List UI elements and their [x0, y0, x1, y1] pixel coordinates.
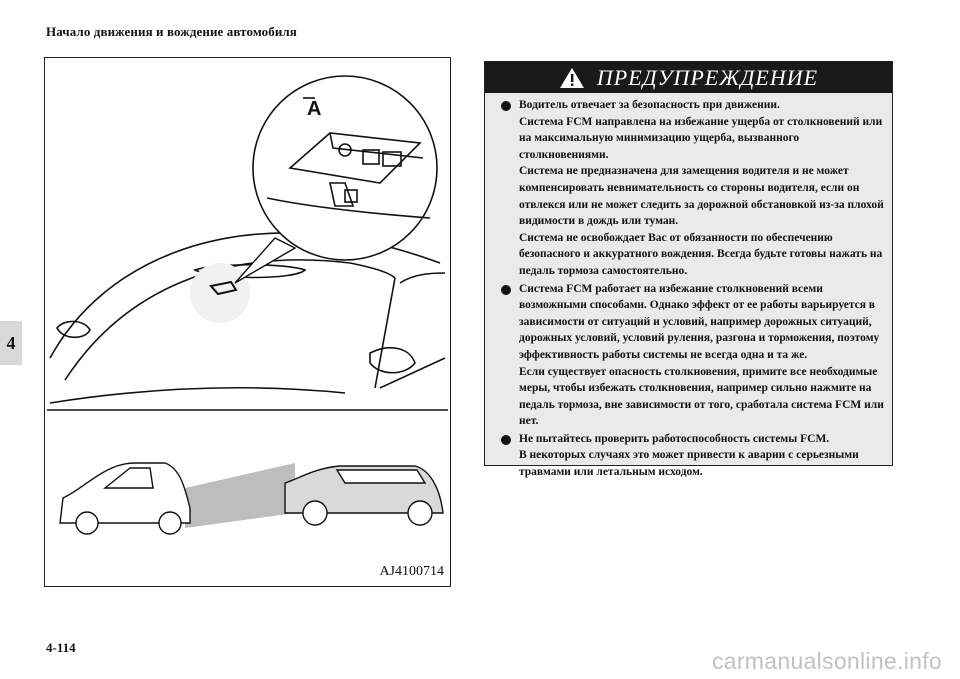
warning-item [497, 281, 884, 430]
warning-paragraph: Система не освобождает Вас от обязанности по обеспечению безопасного и аккуратного вождения. Всегда будьте готовы нажать на педаль тормоза самостоятельно. [519, 231, 883, 277]
illustration-figure [44, 57, 451, 587]
warning-box [484, 61, 893, 479]
page-number: 4-114 [46, 640, 76, 655]
bullet-icon [501, 435, 511, 445]
warning-paragraph: В некоторых случаях это может привести к аварии с серьезными травмами или летальным исходом. [519, 449, 859, 479]
page-header-title: Начало движения и вождение автомобиля [46, 24, 297, 39]
warning-paragraph: Если существует опасность столкновения, примите все необходимые меры, чтобы избежать столкновения, например сильно нажмите на педаль тормоза, вне зависимости от того, сработала система FCM или нет. [519, 365, 884, 428]
watermark: carmanualsonline.info [711, 648, 942, 674]
chapter-tab [0, 321, 22, 365]
bullet-icon [501, 101, 511, 111]
warning-title: ПРЕДУПРЕЖДЕНИЕ [596, 64, 819, 90]
warning-item [497, 431, 884, 481]
warning-paragraph: Система FCM работает на избежание столкновений всеми возможными способами. Однако эффект от ее работы варьируется в зависимости от ситуаций и условий, например дорожных ситуаций, дорожных условий, условий руления, разгона и торможения, поэтому эффективность работы системы не всегда одна и та же. [519, 282, 880, 361]
warning-paragraph: Не пытайтесь проверить работоспособность системы FCM. [519, 432, 830, 445]
warning-paragraph: Система FCM направлена на избежание ущерба от столкновений или на максимальную минимизацию ущерба, вызванного столкновениями. [519, 115, 883, 161]
warning-header [485, 62, 892, 93]
warning-body [485, 93, 892, 481]
callout-label-a: A [307, 98, 322, 120]
illustration-drawing [45, 58, 450, 586]
warning-paragraph: Система не предназначена для замещения водителя и не может компенсировать невнимательность со стороны водителя, если он отвлекся или не может следить за дорожной обстановкой из-за плохой видимости в дождь или туман. [519, 165, 884, 228]
warning-paragraph: Водитель отвечает за безопасность при движении. [519, 99, 780, 111]
figure-code: AJ4100714 [379, 564, 444, 579]
chapter-number: 4 [6, 332, 16, 353]
warning-item [497, 97, 884, 280]
bullet-icon [501, 285, 511, 295]
warning-triangle-icon [559, 67, 585, 89]
